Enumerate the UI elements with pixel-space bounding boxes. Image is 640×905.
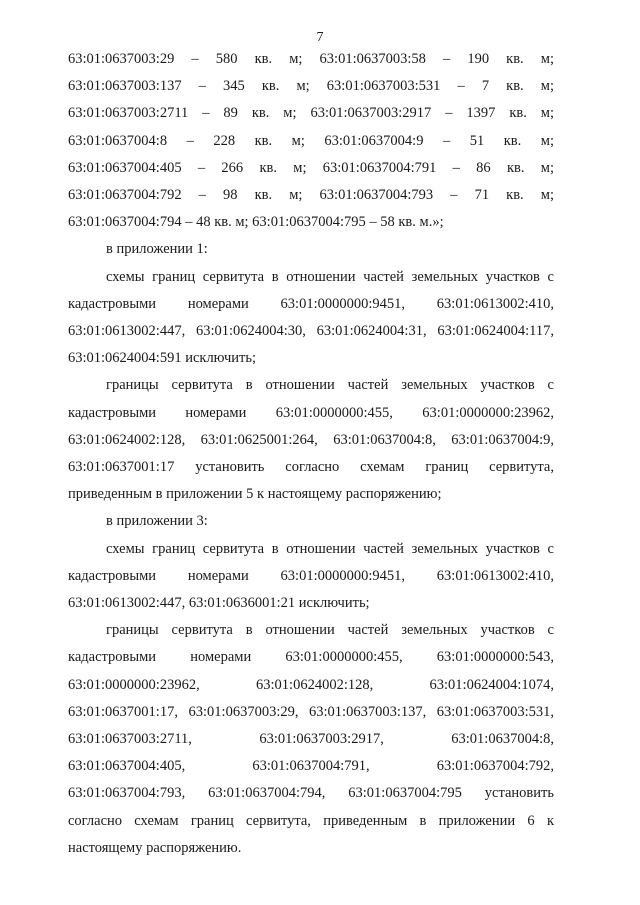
text-line: настоящему распоряжению. — [68, 839, 242, 856]
text-line: кадастровыми номерами 63:01:0000000:9451, 63:01:0613002:410, — [68, 567, 554, 584]
text-line: приведенным в приложении 5 к настоящему распоряжению; — [68, 486, 442, 503]
page-number: 7 — [316, 30, 324, 45]
text-line: 63:01:0637003:2711, 63:01:0637003:2917, 63:01:0637004:8, — [68, 731, 554, 748]
text-line: 63:01:0637001:17 установить согласно схемам границ сервитута, — [68, 459, 554, 476]
text-line: кадастровыми номерами 63:01:0000000:9451, 63:01:0613002:410, — [68, 295, 554, 312]
text-line: 63:01:0637004:793, 63:01:0637004:794, 63:01:0637004:795 установить — [68, 785, 554, 802]
text-line: 63:01:0613002:447, 63:01:0624004:30, 63:01:0624004:31, 63:01:0624004:117, — [68, 323, 554, 340]
text-line: 63:01:0624004:591 исключить; — [68, 350, 256, 367]
text-line: 63:01:0613002:447, 63:01:0636001:21 исключить; — [68, 595, 370, 612]
text-line: границы сервитута в отношении частей земельных участков с — [106, 622, 554, 639]
text-line: в приложении 3: — [106, 513, 208, 530]
text-line: в приложении 1: — [106, 241, 208, 258]
text-line: кадастровыми номерами 63:01:0000000:455, 63:01:0000000:543, — [68, 649, 554, 666]
text-line: 63:01:0637004:405, 63:01:0637004:791, 63:01:0637004:792, — [68, 758, 554, 775]
text-line: 63:01:0637004:405 – 266 кв. м; 63:01:0637004:791 – 86 кв. м; — [68, 159, 554, 176]
text-line: 63:01:0637004:792 – 98 кв. м; 63:01:0637004:793 – 71 кв. м; — [68, 187, 554, 204]
text-line: 63:01:0637001:17, 63:01:0637003:29, 63:01:0637003:137, 63:01:0637003:531, — [68, 703, 554, 720]
text-line: границы сервитута в отношении частей земельных участков с — [106, 377, 554, 394]
text-line: 63:01:0637003:137 – 345 кв. м; 63:01:0637003:531 – 7 кв. м; — [68, 78, 554, 95]
text-line: 63:01:0637003:29 – 580 кв. м; 63:01:0637003:58 – 190 кв. м; — [68, 51, 554, 67]
text-line: 63:01:0637004:794 – 48 кв. м; 63:01:0637004:795 – 58 кв. м.»; — [68, 214, 444, 231]
text-line: схемы границ сервитута в отношении частей земельных участков с — [106, 268, 554, 285]
text-line: кадастровыми номерами 63:01:0000000:455, 63:01:0000000:23962, — [68, 404, 554, 421]
text-line: 63:01:0637003:2711 – 89 кв. м; 63:01:0637003:2917 – 1397 кв. м; — [68, 105, 554, 122]
text-line: согласно схемам границ сервитута, приведенным в приложении 6 к — [68, 812, 554, 829]
text-line: 63:01:0000000:23962, 63:01:0624002:128, 63:01:0624004:1074, — [68, 676, 554, 693]
text-line: схемы границ сервитута в отношении частей земельных участков с — [106, 540, 554, 557]
document-body — [68, 46, 554, 862]
text-line: 63:01:0637004:8 – 228 кв. м; 63:01:0637004:9 – 51 кв. м; — [68, 132, 554, 149]
text-line: 63:01:0624002:128, 63:01:0625001:264, 63:01:0637004:8, 63:01:0637004:9, — [68, 431, 554, 448]
